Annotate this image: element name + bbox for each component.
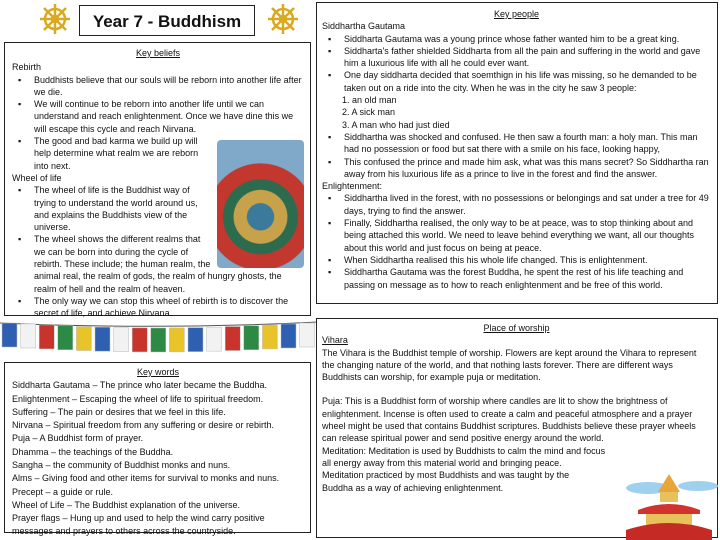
key-people-panel <box>316 2 718 304</box>
prayer-flag <box>21 324 36 348</box>
vihara-heading: Vihara <box>322 335 348 346</box>
list-item: ▪ Siddhartha lived in the forest, with no possessions or belongings and sat under a tree for 49 days, trying to find the answer. <box>322 192 711 217</box>
key-words-panel <box>4 362 311 536</box>
list-item: ▪ The only way we can stop this wheel of rebirth is to discover the secret of life, and achieve Nirvana. <box>12 295 304 320</box>
prayer-flag <box>169 328 184 352</box>
prayer-flag <box>2 323 17 347</box>
key-word-item: Enlightenment – Escaping the wheel of life to spiritual freedom. <box>12 393 264 404</box>
list-item: ▪ Siddhartha Gautama was the forest Buddha, he spent the rest of his life teaching and passing on message as to how to reach enlightenment and be free of this world. <box>322 266 711 291</box>
key-word-item: Puja – A Buddhist form of prayer. <box>12 433 144 444</box>
key-beliefs-panel <box>4 42 311 319</box>
temple-image <box>618 470 720 540</box>
list-item: ▪ Siddhartha was shocked and confused. He then saw a fourth man: a holy man. This man had no possession or food but sat there with a smile on his face, looking happy, <box>322 131 711 156</box>
place-of-worship-heading: Place of worship <box>483 323 550 333</box>
rebirth-heading: Rebirth <box>12 62 42 73</box>
list-item: ▪ Buddhists believe that our souls will be reborn into another life after we die. <box>12 74 304 99</box>
key-words-heading: Key words <box>136 367 180 377</box>
prayer-flag <box>281 324 296 348</box>
prayer-flag <box>300 323 315 347</box>
key-word-item: Alms – Giving food and other items for survival to monks and nuns. <box>12 473 280 484</box>
prayer-flag <box>58 326 73 350</box>
person-item: 3. A man who had just died <box>342 119 450 130</box>
prayer-flag <box>95 327 110 351</box>
wheel-of-life-heading: Wheel of life <box>12 172 62 183</box>
page-title: Year 7 - Buddhism <box>79 5 255 36</box>
prayer-flag <box>207 327 222 351</box>
enlightenment-heading: Enlightenment: <box>322 181 383 192</box>
person-item: 1. an old man <box>342 95 397 106</box>
key-word-item: Suffering – The pain or desires that we feel in this life. <box>12 406 226 417</box>
key-word-item: Dhamma – the teachings of the Buddha. <box>12 446 174 457</box>
prayer-flag <box>188 328 203 352</box>
prayer-flag <box>114 328 129 352</box>
key-word-item: Siddharta Gautama – The prince who later became the Buddha. <box>12 380 267 391</box>
key-word-item: Wheel of Life – The Buddhist explanation of the universe. <box>12 499 240 510</box>
prayer-flag <box>244 326 259 350</box>
dharma-wheel-icon <box>266 2 300 36</box>
prayer-flag <box>132 328 147 352</box>
puja-paragraph: Puja: This is a Buddhist form of worship where candles are lit to show the brightness of enlightenment. Incense is often used to create a calm and peaceful atmosphere and a prayer wheel might be used that contains Buddhist scriptures. Buddhists believe these prayer wheels can release spiritual power and send positive energy around the world. <box>322 396 696 444</box>
list-item: ▪ One day siddharta decided that soemthign in his life was missing, so he demanded to be taken out on a ride into the city. When he was in the city he saw 3 people: <box>322 69 711 94</box>
meditation-paragraph-2: Meditation practiced by most Buddhists and was taught by the Buddha as a way of achieving enlightenment. <box>322 470 570 493</box>
siddhartha-heading: Siddhartha Gautama <box>322 21 406 32</box>
list-item: ▪ Siddharta Gautama was a young prince whose father wanted him to be a great king. <box>322 33 711 45</box>
key-people-heading: Key people <box>493 9 540 19</box>
list-item: ▪ Finally, Siddhartha realised, the only way to be at peace, was to stop thinking about and being attached this world. We need to leave behind everything we want, all our thoughts about this world and just focus on being at peace. <box>322 217 711 254</box>
prayer-flag <box>225 327 240 351</box>
list-item: ▪ We will continue to be reborn into another life until we can understand and reach enlightenment. Once we have dine this we will escape this cycle and reach Nirvana. <box>12 98 304 135</box>
prayer-flags-image <box>0 320 318 356</box>
vihara-paragraph: The Vihara is the Buddhist temple of worship. Flowers are kept around the Vihara to represent the changing nature of the world, and that nothing lasts forever. There are different ways Buddhists can worship, for example puja or meditation. <box>322 347 697 383</box>
prayer-flag <box>76 327 91 351</box>
list-item: ▪ The wheel shows the different realms that we can be born into during the cycle of rebirth. These include; the human realm, the animal real, the realm of gods, the realm of hungry ghosts, the realm of hell and the realm of heaven. <box>12 233 304 294</box>
list-item: ▪ The good and bad karma we build up will help determine what realm we are reborn into next. <box>12 135 304 172</box>
prayer-flag <box>151 328 166 352</box>
list-item: ▪ When Siddhartha realised this his whole life changed. This is enlightenment. <box>322 254 711 266</box>
key-beliefs-heading: Key beliefs <box>135 48 181 58</box>
key-word-item: Prayer flags – Hung up and used to help the wind carry positive messages and prayers to others across the countryside. <box>12 513 265 536</box>
prayer-flag <box>262 325 277 349</box>
key-word-item: Precept – a guide or rule. <box>12 486 114 497</box>
person-item: 2. A sick man <box>342 107 396 118</box>
list-item: ▪ Siddharta's father shielded Siddharta from all the pain and suffering in the world and gave him a luxurious life with all he could ever want. <box>322 45 711 70</box>
list-item: ▪ This confused the prince and made him ask, what was this mans secret? So Siddhartha ran away from his luxurious life as a prince to live in the forest and find the answer. <box>322 156 711 181</box>
key-word-item: Sangha – the community of Buddhist monks and nuns. <box>12 460 231 471</box>
prayer-flag <box>39 325 54 349</box>
meditation-paragraph: Meditation: Meditation is used by Buddhists to calm the mind and focus all energy away from this material world and bringing peace. <box>322 445 606 468</box>
key-word-item: Nirvana – Spiritual freedom from any suffering or desire or rebirth. <box>12 420 274 431</box>
list-item: ▪ The wheel of life is the Buddhist way of trying to understand the world around us, and explains the Buddhists view of the universe. <box>12 184 304 233</box>
dharma-wheel-icon <box>38 2 72 36</box>
